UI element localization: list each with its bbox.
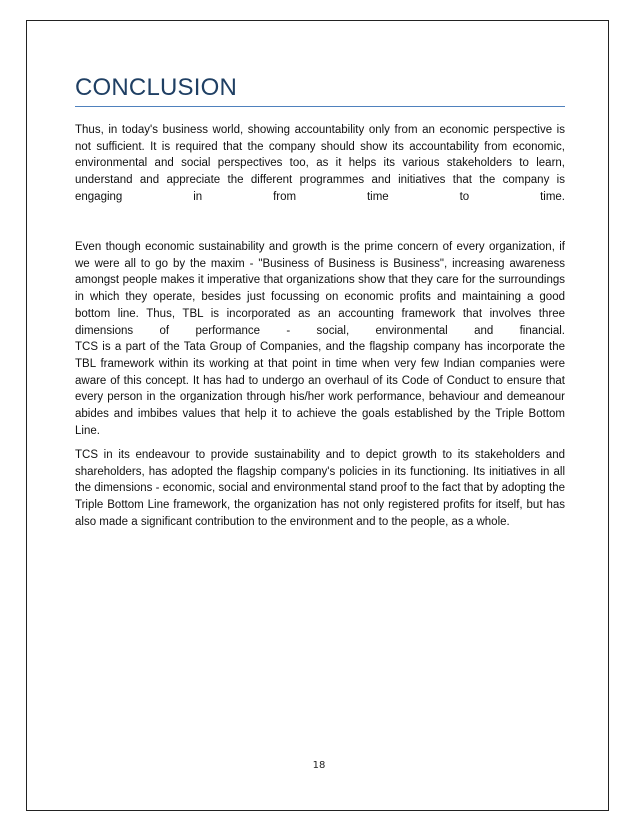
paragraph-line: not sufficient. It is required that the company should show its accountability from economic, <box>75 140 565 153</box>
paragraph-line: TBL framework within its working at that point in time when very few Indian companies were <box>75 357 565 370</box>
paragraph-intro <box>75 122 565 206</box>
paragraph-line: engaging in from time to time. <box>75 190 565 203</box>
paragraph-line: aware of this concept. It has had to undergo an overhaul of its Code of Conduct to ensure that <box>75 374 565 387</box>
paragraph-line: TCS is a part of the Tata Group of Companies, and the flagship company has incorporate the <box>75 341 565 354</box>
paragraph-line: dimensions of performance - social, environmental and financial. <box>75 324 565 337</box>
paragraph-line: also made a significant contribution to the environment and to the people, as a whole. <box>75 515 510 528</box>
paragraph-line: shareholders, has adopted the flagship company's policies in its functioning. Its initiatives in all <box>75 465 565 478</box>
paragraph-line: Even though economic sustainability and growth is the prime concern of every organization, if <box>75 241 565 253</box>
paragraph-line: Thus, in today's business world, showing accountability only from an economic perspective is <box>75 124 565 136</box>
paragraph-line: understand and appreciate the different programmes and initiatives that the company is <box>75 174 565 187</box>
paragraph-line: abides and imbibes values that help it to achieve the goals established by the Triple Bottom <box>75 408 565 421</box>
paragraph-line: in which they operate, besides just focussing on economic profits and maintaining a good <box>75 291 565 304</box>
paragraph-line: every person in the organization through his/her work performance, behaviour and demeanour <box>75 391 565 404</box>
paragraph-line: we were all to go by the maxim - "Business of Business is Business", increasing awareness <box>75 257 565 270</box>
paragraph-line: Line. <box>75 424 100 437</box>
paragraph-line: TCS in its endeavour to provide sustainability and to depict growth to its stakeholders and <box>75 449 565 461</box>
paragraph-line: Triple Bottom Line framework, the organization has not only registered profits for itself, but has <box>75 499 565 512</box>
paragraph-line: bottom line. Thus, TBL is incorporated as an accounting framework that involves three <box>75 307 565 320</box>
page-title: CONCLUSION <box>75 74 238 101</box>
paragraph-line: environmental and social perspectives too, as it helps its various stakeholders to learn, <box>75 157 565 170</box>
page-number: 18 <box>312 760 326 771</box>
title-underline <box>75 106 565 107</box>
paragraph-economic-sustainability <box>75 239 565 439</box>
paragraph-line: the dimensions - economic, social and environmental stand proof to the fact that by adopting the <box>75 482 565 495</box>
paragraph-line: amongst people makes it imperative that organizations show that they care for the surroundings <box>75 274 565 287</box>
paragraph-tcs-endeavour <box>75 447 565 531</box>
